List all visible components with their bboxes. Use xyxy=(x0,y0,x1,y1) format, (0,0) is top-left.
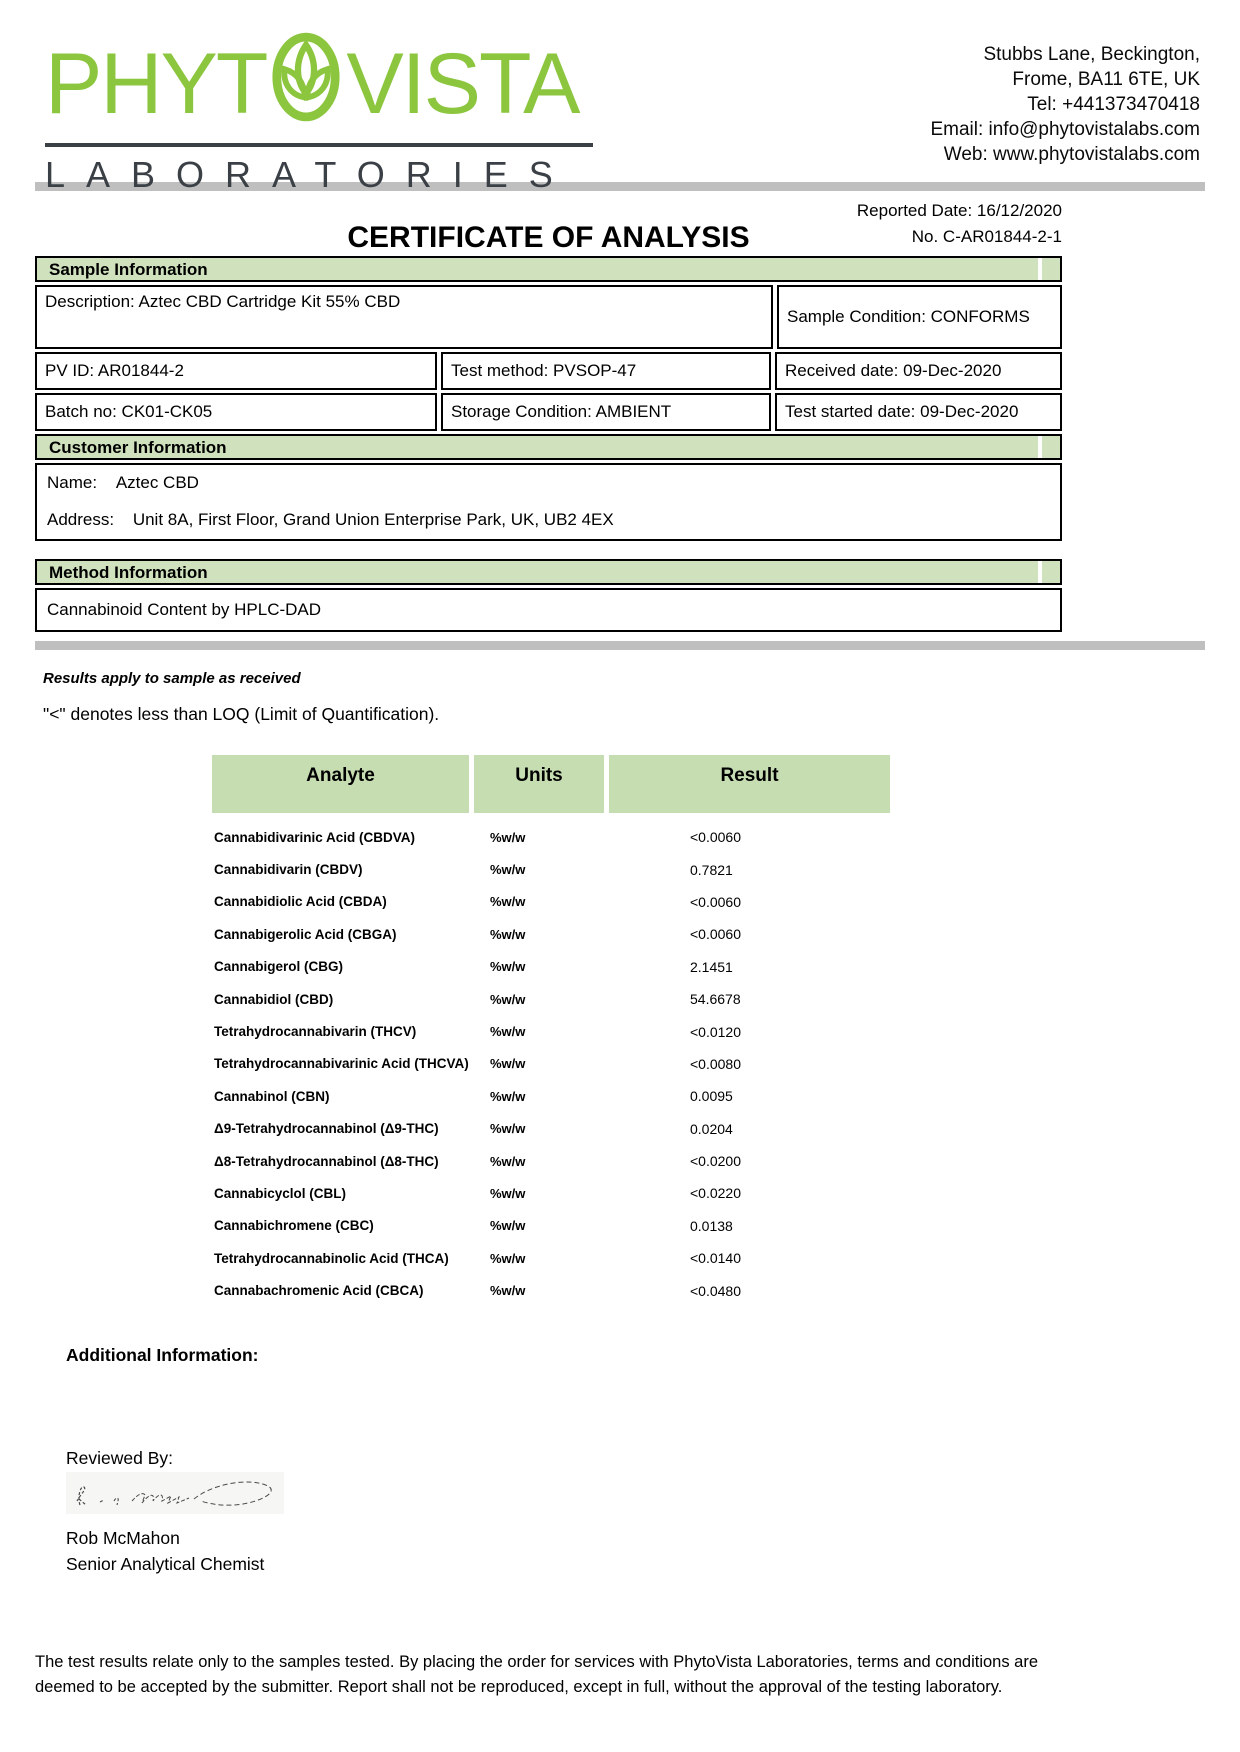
cell-units: %w/w xyxy=(490,1088,526,1104)
customer-info-box xyxy=(35,463,1062,541)
reported-date: Reported Date: 16/12/2020 xyxy=(856,201,1062,220)
table-row xyxy=(212,918,890,950)
contact-tel: Tel: +441373470418 xyxy=(1027,94,1200,115)
table-row xyxy=(212,1274,890,1306)
cell-result: 0.7821 xyxy=(690,861,733,878)
cell-analyte: Cannabidivarinic Acid (CBDVA) xyxy=(214,829,416,845)
cell-analyte: Cannabidiol (CBD) xyxy=(214,991,334,1007)
reviewer-name: Rob McMahon xyxy=(66,1527,180,1548)
cell-units: %w/w xyxy=(490,1024,526,1040)
cell-units: %w/w xyxy=(490,829,526,845)
note-loq: "<" denotes less than LOQ (Limit of Quantification). xyxy=(43,704,440,724)
cell-result: <0.0060 xyxy=(690,829,741,846)
table-row xyxy=(212,1177,890,1209)
note-sample-as-received: Results apply to sample as received xyxy=(43,670,301,687)
additional-info-label: Additional Information: xyxy=(66,1344,259,1365)
section-divider-bar xyxy=(35,641,1205,650)
cell-result: <0.0480 xyxy=(690,1282,741,1299)
table-row xyxy=(212,1113,890,1145)
sample-info-header: Sample Information xyxy=(35,256,1062,282)
footer-disclaimer xyxy=(35,1650,1170,1700)
customer-name-line xyxy=(47,473,1050,493)
contact-web: Web: www.phytovistalabs.com xyxy=(943,144,1200,165)
cell-result: <0.0220 xyxy=(690,1185,741,1202)
cell-result: 0.0204 xyxy=(690,1120,733,1137)
cell-result: <0.0120 xyxy=(690,1023,741,1040)
footer-line2: deemed to be accepted by the submitter. Report shall not be reproduced, except in full, without the approval of the testing laboratory. xyxy=(35,1678,1003,1696)
logo-divider-line xyxy=(45,143,593,147)
reviewer-title: Senior Analytical Chemist xyxy=(66,1553,265,1574)
cell-analyte: Cannabicyclol (CBL) xyxy=(214,1185,347,1201)
column-header-units: Units xyxy=(474,755,604,813)
cell-units: %w/w xyxy=(490,1283,526,1299)
contact-email: Email: info@phytovistalabs.com xyxy=(930,119,1200,140)
cell-result: 0.0095 xyxy=(690,1088,733,1105)
info-sections xyxy=(35,256,1062,632)
cell-analyte: Cannabinol (CBN) xyxy=(214,1088,330,1104)
report-number: No. C-AR01844-2-1 xyxy=(911,227,1062,246)
received-date-cell: Received date: 09-Dec-2020 xyxy=(775,352,1062,390)
report-meta xyxy=(857,198,1062,250)
cell-units: %w/w xyxy=(490,1218,526,1234)
cell-result: <0.0060 xyxy=(690,893,741,910)
cell-result: 54.6678 xyxy=(690,991,741,1008)
cell-result: <0.0200 xyxy=(690,1153,741,1170)
table-row xyxy=(212,1210,890,1242)
cell-units: %w/w xyxy=(490,926,526,942)
cell-result: 2.1451 xyxy=(690,958,733,975)
cell-analyte: Cannabichromene (CBC) xyxy=(214,1218,374,1234)
page-title: CERTIFICATE OF ANALYSIS xyxy=(347,221,750,254)
column-header-result: Result xyxy=(609,755,890,813)
test-method-cell: Test method: PVSOP-47 xyxy=(441,352,771,390)
customer-name-label: Name: xyxy=(47,473,98,492)
cell-units: %w/w xyxy=(490,894,526,910)
page-header xyxy=(0,0,1240,195)
cell-analyte: Tetrahydrocannabinolic Acid (THCA) xyxy=(214,1250,449,1266)
leaf-icon xyxy=(270,30,342,138)
signature-block xyxy=(66,1448,1205,1577)
customer-info-header: Customer Information xyxy=(35,434,1062,460)
table-row xyxy=(212,886,890,918)
contact-address-line1: Stubbs Lane, Beckington, xyxy=(983,44,1200,65)
method-info-header: Method Information xyxy=(35,559,1062,585)
table-row xyxy=(212,1080,890,1112)
pv-id-cell: PV ID: AR01844-2 xyxy=(35,352,437,390)
cell-units: %w/w xyxy=(490,1185,526,1201)
table-row xyxy=(212,1242,890,1274)
reviewed-by-label: Reviewed By: xyxy=(66,1447,173,1468)
table-row xyxy=(212,821,890,853)
customer-address-value: Unit 8A, First Floor, Grand Union Enterprise Park, UK, UB2 4EX xyxy=(132,510,614,529)
sample-info-row2 xyxy=(35,352,1062,390)
cell-analyte: Cannabachromenic Acid (CBCA) xyxy=(214,1283,424,1299)
sample-info-row1 xyxy=(35,285,1062,349)
footer-line1: The test results relate only to the samples tested. By placing the order for services with PhytoVista Laboratories, terms and conditions are xyxy=(35,1653,1039,1671)
cell-analyte: Δ9-Tetrahydrocannabinol (Δ9-THC) xyxy=(214,1121,439,1137)
logo-text-right: VISTA xyxy=(346,36,579,132)
table-row xyxy=(212,1145,890,1177)
cell-units: %w/w xyxy=(490,1056,526,1072)
cell-result: 0.0138 xyxy=(690,1217,733,1234)
cell-result: <0.0060 xyxy=(690,926,741,943)
cell-analyte: Cannabidiolic Acid (CBDA) xyxy=(214,894,387,910)
table-row xyxy=(212,983,890,1015)
cell-analyte: Cannabigerol (CBG) xyxy=(214,959,344,975)
table-row xyxy=(212,853,890,885)
cell-units: %w/w xyxy=(490,1250,526,1266)
logo-subtitle: LABORATORIES xyxy=(45,154,574,195)
cell-analyte: Tetrahydrocannabivarinic Acid (THCVA) xyxy=(214,1056,469,1072)
column-header-analyte: Analyte xyxy=(212,755,469,813)
sample-info-row3 xyxy=(35,393,1062,431)
storage-condition-cell: Storage Condition: AMBIENT xyxy=(441,393,771,431)
cell-result: <0.0140 xyxy=(690,1250,741,1267)
description-cell: Description: Aztec CBD Cartridge Kit 55% CBD xyxy=(35,285,773,349)
customer-address-label: Address: xyxy=(47,510,115,529)
results-table-header xyxy=(212,755,890,813)
cell-units: %w/w xyxy=(490,991,526,1007)
cell-units: %w/w xyxy=(490,1121,526,1137)
cell-units: %w/w xyxy=(490,959,526,975)
cell-analyte: Cannabigerolic Acid (CBGA) xyxy=(214,926,397,942)
logo-text-left: PHYT xyxy=(45,36,267,132)
phytovista-logo xyxy=(45,34,605,195)
results-table-body xyxy=(212,821,890,1307)
cell-result: <0.0080 xyxy=(690,1055,741,1072)
contact-address-line2: Frome, BA11 6TE, UK xyxy=(1012,69,1200,90)
cell-analyte: Δ8-Tetrahydrocannabinol (Δ8-THC) xyxy=(214,1153,439,1169)
customer-address-line xyxy=(47,510,1050,530)
test-started-date-cell: Test started date: 09-Dec-2020 xyxy=(775,393,1062,431)
lab-contact-info xyxy=(930,34,1200,178)
table-row xyxy=(212,1048,890,1080)
table-row xyxy=(212,1015,890,1047)
sample-condition-cell: Sample Condition: CONFORMS xyxy=(777,285,1062,349)
batch-no-cell: Batch no: CK01-CK05 xyxy=(35,393,437,431)
cell-units: %w/w xyxy=(490,1153,526,1169)
customer-name-value: Aztec CBD xyxy=(115,473,199,492)
signature-image xyxy=(66,1472,1205,1519)
results-table xyxy=(212,755,890,1307)
cell-units: %w/w xyxy=(490,862,526,878)
method-info-box: Cannabinoid Content by HPLC-DAD xyxy=(35,588,1062,632)
cell-analyte: Tetrahydrocannabivarin (THCV) xyxy=(214,1024,417,1040)
logo-wordmark xyxy=(45,34,605,134)
cell-analyte: Cannabidivarin (CBDV) xyxy=(214,862,363,878)
title-block xyxy=(35,195,1205,253)
table-row xyxy=(212,951,890,983)
